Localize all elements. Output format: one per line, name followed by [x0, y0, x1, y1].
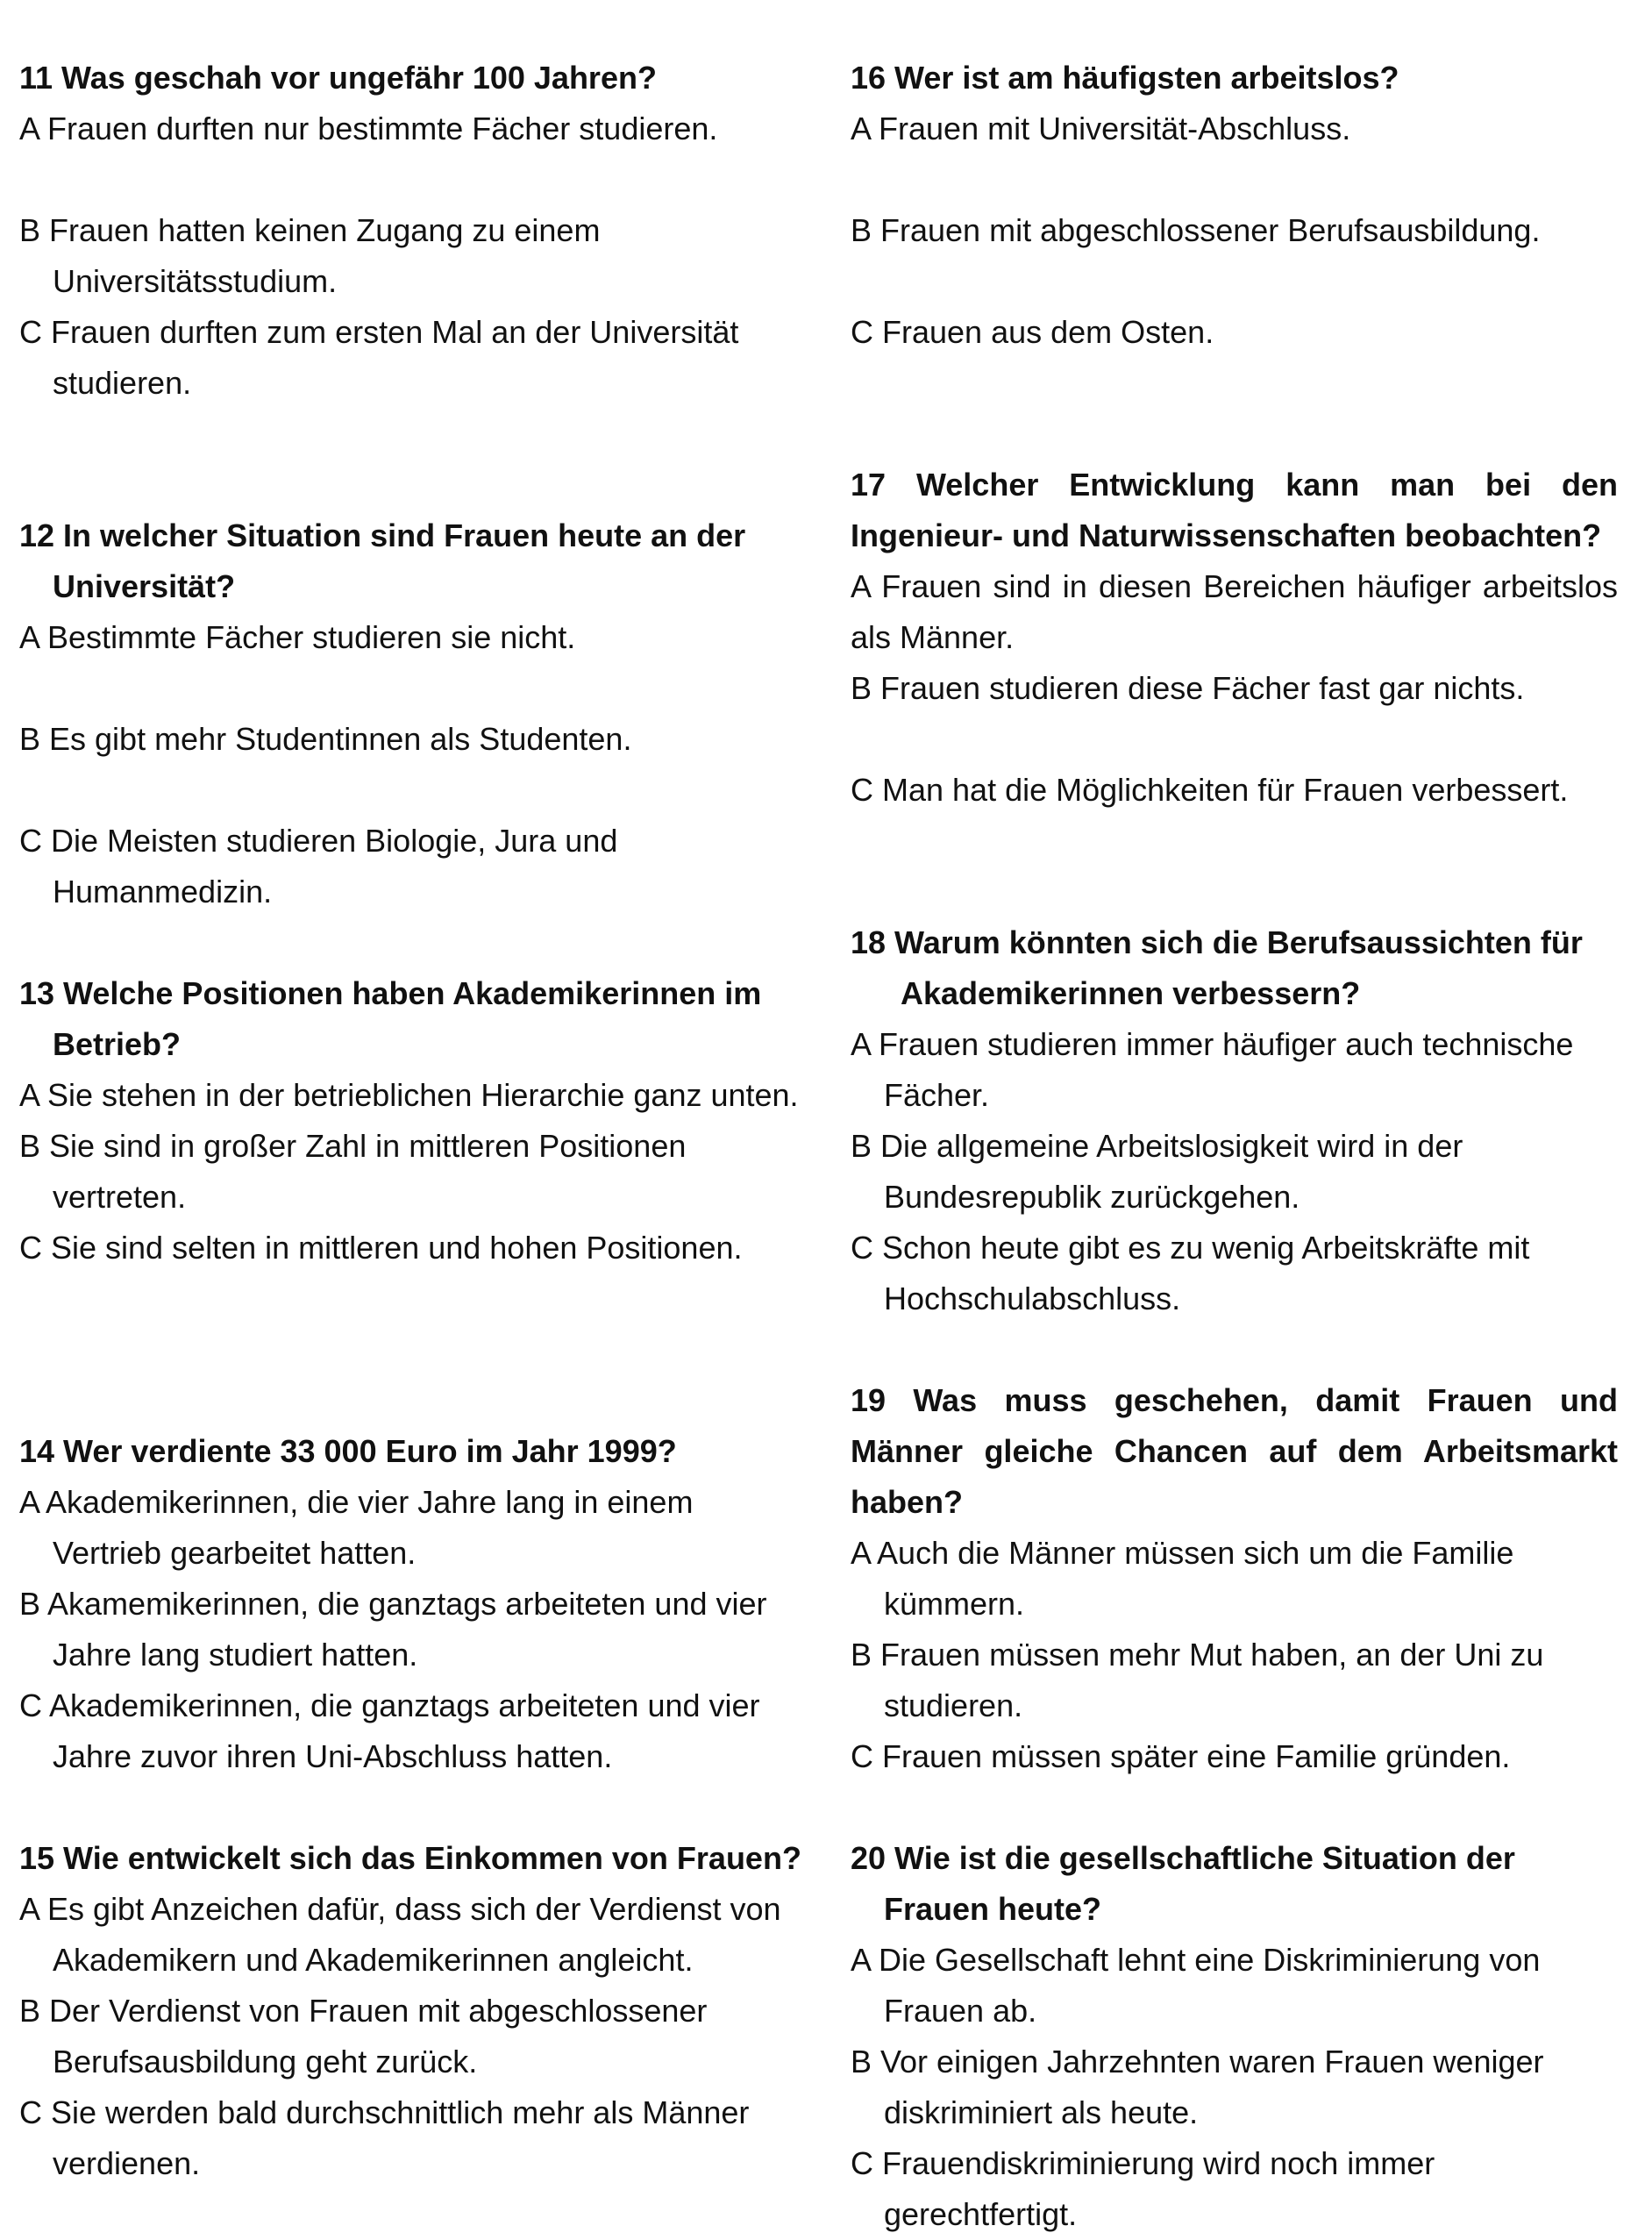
- question-17-title: 17 Welcher Entwicklung kann man bei den Ingenieur- und Naturwissenschaften beobachten?: [851, 467, 1618, 553]
- question-15-option-b: B Der Verdienst von Frauen mit abgeschlossener Berufsausbildung geht zurück.: [19, 1993, 708, 2079]
- question-20-title: 20 Wie ist die gesellschaftliche Situation der Frauen heute?: [851, 1840, 1515, 1927]
- question-16-title: 16 Wer ist am häufigsten arbeitslos?: [851, 60, 1399, 96]
- question-16-option-a: A Frauen mit Universität-Abschluss.: [851, 111, 1351, 146]
- question-16-option-c: C Frauen aus dem Osten.: [851, 314, 1214, 350]
- question-15: [19, 1833, 808, 2189]
- question-15-option-a: A Es gibt Anzeichen dafür, dass sich der Verdienst von Akademikern und Akademikerinnen angleicht.: [19, 1891, 781, 1978]
- question-17: [851, 460, 1618, 816]
- question-17-option-a: A Frauen sind in diesen Bereichen häufiger arbeitslos als Männer.: [851, 568, 1618, 655]
- question-13-option-a: A Sie stehen in der betrieblichen Hierarchie ganz unten.: [19, 1077, 799, 1113]
- question-19-option-c: C Frauen müssen später eine Familie gründen.: [851, 1738, 1511, 1774]
- question-11-option-a: A Frauen durften nur bestimmte Fächer studieren.: [19, 111, 718, 146]
- question-17-option-b: B Frauen studieren diese Fächer fast gar nichts.: [851, 670, 1525, 706]
- question-13-title: 13 Welche Positionen haben Akademikerinnen im Betrieb?: [19, 975, 762, 1062]
- question-20-option-b: B Vor einigen Jahrzehnten waren Frauen weniger diskriminiert als heute.: [851, 2044, 1544, 2130]
- question-18-option-b: B Die allgemeine Arbeitslosigkeit wird in der Bundesrepublik zurückgehen.: [851, 1128, 1463, 1215]
- question-13: [19, 968, 808, 1273]
- question-14-option-c: C Akademikerinnen, die ganztags arbeiteten und vier Jahre zuvor ihren Uni-Abschluss hatten.: [19, 1687, 760, 1774]
- question-18: [851, 917, 1618, 1324]
- question-20-option-a: A Die Gesellschaft lehnt eine Diskriminierung von Frauen ab.: [851, 1942, 1541, 2029]
- question-11-option-c: C Frauen durften zum ersten Mal an der Universität studieren.: [19, 314, 739, 401]
- question-19-option-a: A Auch die Männer müssen sich um die Familie kümmern.: [851, 1535, 1514, 1622]
- question-17-option-c: C Man hat die Möglichkeiten für Frauen verbessert.: [851, 772, 1569, 808]
- question-11-title: 11 Was geschah vor ungefähr 100 Jahren?: [19, 60, 657, 96]
- question-14-option-a: A Akademikerinnen, die vier Jahre lang in einem Vertrieb gearbeitet hatten.: [19, 1484, 694, 1571]
- question-20: [851, 1833, 1618, 2240]
- question-19-title: 19 Was muss geschehen, damit Frauen und Männer gleiche Chancen auf dem Arbeitsmarkt haben?: [851, 1382, 1618, 1520]
- question-12-option-c: C Die Meisten studieren Biologie, Jura und Humanmedizin.: [19, 823, 618, 910]
- question-12: [19, 510, 808, 917]
- question-13-option-b: B Sie sind in großer Zahl in mittleren Positionen vertreten.: [19, 1128, 687, 1215]
- question-12-option-b: B Es gibt mehr Studentinnen als Studenten.: [19, 721, 632, 757]
- question-16: [851, 53, 1618, 358]
- question-12-option-a: A Bestimmte Fächer studieren sie nicht.: [19, 619, 576, 655]
- question-20-option-c: C Frauendiskriminierung wird noch immer gerechtfertigt.: [851, 2145, 1435, 2232]
- question-18-option-a: A Frauen studieren immer häufiger auch technische Fächer.: [851, 1026, 1574, 1113]
- question-13-option-c: C Sie sind selten in mittleren und hohen Positionen.: [19, 1230, 743, 1266]
- question-12-title: 12 In welcher Situation sind Frauen heute an der Universität?: [19, 517, 746, 604]
- question-11-option-b: B Frauen hatten keinen Zugang zu einem Universitätsstudium.: [19, 212, 601, 299]
- question-16-option-b: B Frauen mit abgeschlossener Berufsausbildung.: [851, 212, 1541, 248]
- question-14-option-b: B Akamemikerinnen, die ganztags arbeiteten und vier Jahre lang studiert hatten.: [19, 1586, 767, 1673]
- question-14-title: 14 Wer verdiente 33 000 Euro im Jahr 1999?: [19, 1433, 677, 1469]
- question-18-title: 18 Warum könnten sich die Berufsaussichten für Akademikerinnen verbessern?: [851, 924, 1583, 1011]
- question-18-option-c: C Schon heute gibt es zu wenig Arbeitskräfte mit Hochschulabschluss.: [851, 1230, 1530, 1316]
- question-11: [19, 53, 808, 409]
- question-19: [851, 1375, 1618, 1782]
- question-15-title: 15 Wie entwickelt sich das Einkommen von Frauen?: [19, 1840, 801, 1876]
- question-19-option-b: B Frauen müssen mehr Mut haben, an der Uni zu studieren.: [851, 1637, 1544, 1723]
- question-15-option-c: C Sie werden bald durchschnittlich mehr als Männer verdienen.: [19, 2094, 750, 2181]
- question-14: [19, 1426, 808, 1782]
